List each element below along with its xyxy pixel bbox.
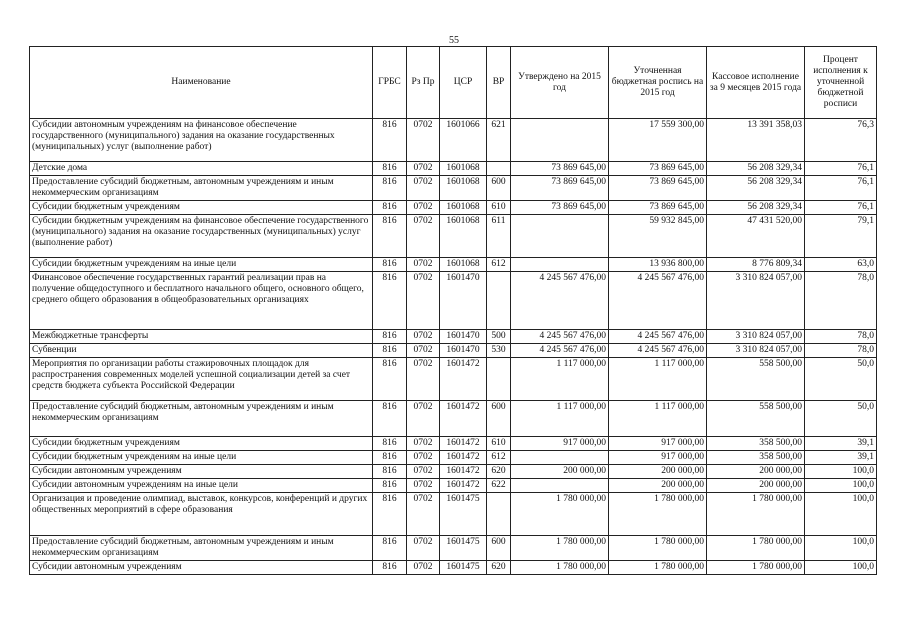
row-csr: 1601068 [440,201,487,215]
row-rzpr: 0702 [407,119,440,162]
row-vr: 612 [487,258,511,272]
row-percent: 78,0 [805,344,877,358]
row-approved: 200 000,00 [511,465,609,479]
row-vr [487,272,511,330]
row-name: Субсидии бюджетным учреждениям [30,437,373,451]
row-cash: 558 500,00 [707,358,805,401]
row-approved [511,258,609,272]
row-grbs: 816 [373,493,407,536]
header-approved: Утверждено на 2015 год [511,47,609,119]
row-approved: 73 869 645,00 [511,176,609,201]
row-vr: 622 [487,479,511,493]
row-approved: 1 117 000,00 [511,401,609,437]
table-row [30,358,877,401]
row-approved [511,479,609,493]
row-name: Организация и проведение олимпиад, выставок, конкурсов, конференций и других общественных мероприятий в сфере образования [30,493,373,536]
row-csr: 1601472 [440,479,487,493]
row-cash: 56 208 329,34 [707,176,805,201]
row-percent: 50,0 [805,358,877,401]
row-grbs: 816 [373,358,407,401]
row-csr: 1601066 [440,119,487,162]
row-rzpr: 0702 [407,437,440,451]
row-rzpr: 0702 [407,344,440,358]
table-row [30,162,877,176]
row-cash: 3 310 824 057,00 [707,330,805,344]
row-approved: 73 869 645,00 [511,162,609,176]
row-cash: 1 780 000,00 [707,536,805,561]
table-row [30,215,877,258]
row-name: Субсидии автономным учреждениям на иные цели [30,479,373,493]
row-rzpr: 0702 [407,493,440,536]
row-rzpr: 0702 [407,451,440,465]
header-refined: Уточненная бюджетная роспись на 2015 год [609,47,707,119]
row-percent: 100,0 [805,479,877,493]
row-vr: 600 [487,176,511,201]
row-csr: 1601470 [440,344,487,358]
row-cash: 200 000,00 [707,465,805,479]
budget-table [29,46,877,575]
row-refined: 59 932 845,00 [609,215,707,258]
table-row [30,176,877,201]
row-approved: 4 245 567 476,00 [511,330,609,344]
row-cash: 358 500,00 [707,437,805,451]
row-grbs: 816 [373,258,407,272]
row-cash: 13 391 358,03 [707,119,805,162]
row-name: Предоставление субсидий бюджетным, автономным учреждениям и иным некоммерческим организациям [30,536,373,561]
row-percent: 76,3 [805,119,877,162]
table-row [30,561,877,575]
row-csr: 1601475 [440,561,487,575]
row-approved: 1 780 000,00 [511,561,609,575]
row-refined: 1 117 000,00 [609,401,707,437]
table-row [30,119,877,162]
row-csr: 1601068 [440,258,487,272]
row-vr: 621 [487,119,511,162]
page-number: 55 [449,35,459,46]
table-row [30,479,877,493]
row-approved: 1 780 000,00 [511,536,609,561]
row-approved: 4 245 567 476,00 [511,272,609,330]
row-grbs: 816 [373,344,407,358]
row-cash: 56 208 329,34 [707,162,805,176]
row-grbs: 816 [373,465,407,479]
row-vr: 612 [487,451,511,465]
row-refined: 1 780 000,00 [609,536,707,561]
row-refined: 917 000,00 [609,451,707,465]
row-percent: 100,0 [805,561,877,575]
row-vr: 600 [487,401,511,437]
row-name: Субсидии бюджетным учреждениям [30,201,373,215]
row-rzpr: 0702 [407,272,440,330]
row-cash: 8 776 809,34 [707,258,805,272]
row-grbs: 816 [373,330,407,344]
row-rzpr: 0702 [407,176,440,201]
row-csr: 1601068 [440,176,487,201]
table-row [30,536,877,561]
row-grbs: 816 [373,451,407,465]
table-row [30,330,877,344]
header-grbs: ГРБС [373,47,407,119]
row-refined: 4 245 567 476,00 [609,344,707,358]
row-vr: 620 [487,465,511,479]
row-refined: 17 559 300,00 [609,119,707,162]
header-row [30,47,877,119]
row-name: Финансовое обеспечение государственных гарантий реализации прав на получение общедоступного и бесплатного начального общего, основного общего, среднего общего образования в общеобразовательных организациях [30,272,373,330]
row-csr: 1601472 [440,465,487,479]
row-csr: 1601475 [440,493,487,536]
row-rzpr: 0702 [407,215,440,258]
table-row [30,258,877,272]
row-rzpr: 0702 [407,162,440,176]
row-name: Мероприятия по организации работы стажировочных площадок для распространения современных моделей успешной социализации детей за счет средств бюджета субъекта Российской Федерации [30,358,373,401]
row-cash: 3 310 824 057,00 [707,344,805,358]
table-row [30,465,877,479]
row-csr: 1601475 [440,536,487,561]
row-cash: 358 500,00 [707,451,805,465]
row-approved: 1 117 000,00 [511,358,609,401]
row-grbs: 816 [373,536,407,561]
row-grbs: 816 [373,479,407,493]
row-percent: 39,1 [805,437,877,451]
row-approved [511,119,609,162]
row-rzpr: 0702 [407,258,440,272]
row-name: Предоставление субсидий бюджетным, автономным учреждениям и иным некоммерческим организациям [30,176,373,201]
row-percent: 78,0 [805,272,877,330]
row-refined: 1 780 000,00 [609,561,707,575]
row-percent: 76,1 [805,176,877,201]
row-refined: 917 000,00 [609,437,707,451]
row-percent: 39,1 [805,451,877,465]
row-grbs: 816 [373,561,407,575]
row-refined: 1 780 000,00 [609,493,707,536]
row-name: Субсидии автономным учреждениям [30,561,373,575]
row-vr: 610 [487,437,511,451]
row-percent: 76,1 [805,162,877,176]
row-grbs: 816 [373,176,407,201]
row-vr: 530 [487,344,511,358]
row-cash: 1 780 000,00 [707,493,805,536]
row-percent: 100,0 [805,465,877,479]
row-rzpr: 0702 [407,561,440,575]
row-rzpr: 0702 [407,401,440,437]
row-vr: 610 [487,201,511,215]
row-cash: 200 000,00 [707,479,805,493]
header-percent: Процент исполнения к уточненной бюджетной росписи [805,47,877,119]
table-row [30,437,877,451]
row-percent: 79,1 [805,215,877,258]
row-grbs: 816 [373,201,407,215]
row-rzpr: 0702 [407,201,440,215]
row-refined: 73 869 645,00 [609,201,707,215]
row-cash: 47 431 520,00 [707,215,805,258]
row-percent: 78,0 [805,330,877,344]
row-refined: 200 000,00 [609,465,707,479]
row-percent: 100,0 [805,493,877,536]
row-percent: 50,0 [805,401,877,437]
row-name: Межбюджетные трансферты [30,330,373,344]
row-csr: 1601472 [440,437,487,451]
row-csr: 1601472 [440,401,487,437]
row-grbs: 816 [373,272,407,330]
row-name: Субсидии автономным учреждениям на финансовое обеспечение государственного (муниципального) задания на оказание государственных (муниципальных) услуг (выполнение работ) [30,119,373,162]
row-cash: 56 208 329,34 [707,201,805,215]
row-grbs: 816 [373,162,407,176]
row-csr: 1601068 [440,162,487,176]
row-approved: 1 780 000,00 [511,493,609,536]
row-approved [511,451,609,465]
row-grbs: 816 [373,401,407,437]
row-approved: 917 000,00 [511,437,609,451]
row-vr [487,162,511,176]
row-percent: 100,0 [805,536,877,561]
row-name: Субсидии бюджетным учреждениям на иные цели [30,451,373,465]
row-rzpr: 0702 [407,465,440,479]
row-rzpr: 0702 [407,330,440,344]
table-row [30,201,877,215]
row-name: Субсидии бюджетным учреждениям на финансовое обеспечение государственного (муниципального) задания на оказание государственных (муниципальных) услуг (выполнение работ) [30,215,373,258]
row-csr: 1601470 [440,330,487,344]
row-approved: 73 869 645,00 [511,201,609,215]
row-name: Детские дома [30,162,373,176]
row-rzpr: 0702 [407,536,440,561]
row-refined: 4 245 567 476,00 [609,330,707,344]
row-vr: 611 [487,215,511,258]
table-row [30,493,877,536]
row-refined: 200 000,00 [609,479,707,493]
row-csr: 1601472 [440,451,487,465]
row-name: Субвенции [30,344,373,358]
row-name: Субсидии автономным учреждениям [30,465,373,479]
row-percent: 76,1 [805,201,877,215]
row-approved [511,215,609,258]
row-rzpr: 0702 [407,358,440,401]
row-approved: 4 245 567 476,00 [511,344,609,358]
row-refined: 1 117 000,00 [609,358,707,401]
row-vr [487,493,511,536]
row-cash: 558 500,00 [707,401,805,437]
row-name: Предоставление субсидий бюджетным, автономным учреждениям и иным некоммерческим организациям [30,401,373,437]
row-grbs: 816 [373,119,407,162]
row-vr: 600 [487,536,511,561]
row-csr: 1601472 [440,358,487,401]
header-cash: Кассовое исполнение за 9 месяцев 2015 года [707,47,805,119]
row-csr: 1601470 [440,272,487,330]
row-refined: 4 245 567 476,00 [609,272,707,330]
header-vr: ВР [487,47,511,119]
row-cash: 3 310 824 057,00 [707,272,805,330]
header-csr: ЦСР [440,47,487,119]
row-vr [487,358,511,401]
row-refined: 13 936 800,00 [609,258,707,272]
table-row [30,451,877,465]
header-name: Наименование [30,47,373,119]
row-rzpr: 0702 [407,479,440,493]
row-vr: 620 [487,561,511,575]
row-name: Субсидии бюджетным учреждениям на иные цели [30,258,373,272]
row-csr: 1601068 [440,215,487,258]
row-cash: 1 780 000,00 [707,561,805,575]
row-refined: 73 869 645,00 [609,176,707,201]
table-row [30,344,877,358]
row-percent: 63,0 [805,258,877,272]
row-refined: 73 869 645,00 [609,162,707,176]
table-row [30,272,877,330]
row-grbs: 816 [373,437,407,451]
header-rzpr: Рз Пр [407,47,440,119]
row-grbs: 816 [373,215,407,258]
row-vr: 500 [487,330,511,344]
table-row [30,401,877,437]
